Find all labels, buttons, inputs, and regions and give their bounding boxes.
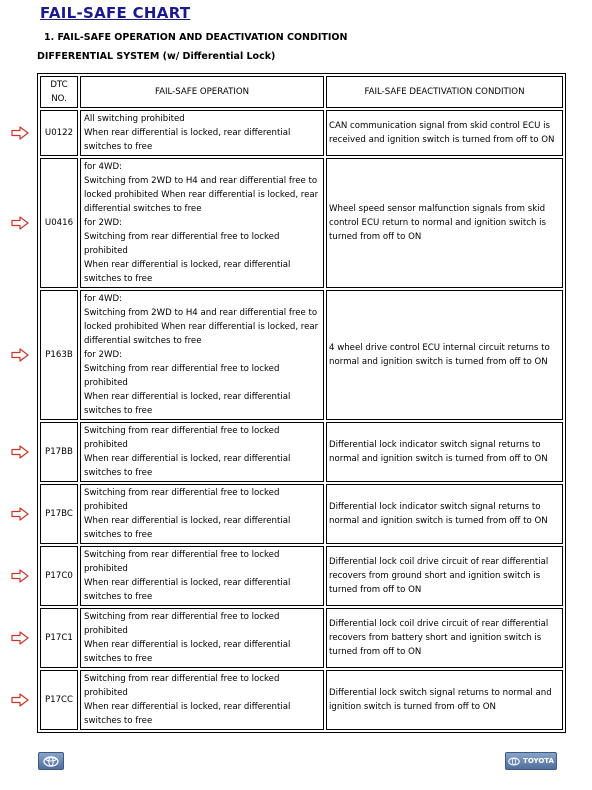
operation-cell: [80, 484, 324, 544]
operation-cell: [80, 158, 324, 288]
hollow-right-arrow-icon: [11, 445, 29, 459]
hollow-right-arrow-icon: [11, 507, 29, 521]
operation-line: Switching from 2WD to H4 and rear differential free to locked prohibited When rear differential is locked, rear differential switches to free: [84, 308, 319, 346]
operation-line: Switching from rear differential free to locked prohibited: [84, 426, 280, 450]
header-dtc-line2: NO.: [51, 94, 67, 104]
dtc-code-cell: P17BC: [40, 484, 78, 544]
dtc-code-cell: U0416: [40, 158, 78, 288]
operation-line: for 4WD:: [84, 294, 123, 304]
hollow-right-arrow-icon: [11, 631, 29, 645]
operation-line: for 2WD:: [84, 218, 123, 228]
operation-line: All switching prohibited: [84, 114, 185, 124]
operation-line: When rear differential is locked, rear differential switches to free: [84, 702, 291, 726]
operation-line: Switching from rear differential free to locked prohibited: [84, 364, 280, 388]
deactivation-cell: Differential lock coil drive circuit of rear differential recovers from ground short and ignition switch is turned from off to ON: [326, 546, 563, 606]
hollow-right-arrow-icon: [11, 348, 29, 362]
operation-cell: [80, 608, 324, 668]
operation-cell: [80, 422, 324, 482]
deactivation-cell: Differential lock indicator switch signal returns to normal and ignition switch is turned from off to ON: [326, 484, 563, 544]
operation-line: When rear differential is locked, rear differential switches to free: [84, 392, 291, 416]
toyota-brand-label: TOYOTA: [523, 757, 554, 765]
operation-line: Switching from 2WD to H4 and rear differential free to locked prohibited When rear differential is locked, rear differential switches to free: [84, 176, 319, 214]
hollow-right-arrow-icon: [11, 569, 29, 583]
table-header-row: [40, 76, 563, 108]
dtc-code-cell: P17C0: [40, 546, 78, 606]
deactivation-cell: CAN communication signal from skid control ECU is received and ignition switch is turned from off to ON: [326, 110, 563, 156]
operation-line: Switching from rear differential free to locked prohibited: [84, 550, 280, 574]
deactivation-cell: Differential lock indicator switch signal returns to normal and ignition switch is turned from off to ON: [326, 422, 563, 482]
toyota-logo-icon: [508, 757, 520, 766]
operation-cell: [80, 670, 324, 730]
operation-line: for 4WD:: [84, 162, 123, 172]
table-row: [40, 546, 563, 606]
table-row: [40, 110, 563, 156]
header-dtc-line1: DTC: [50, 80, 68, 90]
section-title: 1. FAIL-SAFE OPERATION AND DEACTIVATION CONDITION: [44, 32, 348, 43]
operation-line: When rear differential is locked, rear differential switches to free: [84, 578, 291, 602]
toyota-logo-button[interactable]: [505, 752, 557, 770]
table-row: [40, 290, 563, 420]
operation-line: Switching from rear differential free to locked prohibited: [84, 674, 280, 698]
hollow-right-arrow-icon: [11, 126, 29, 140]
operation-cell: [80, 290, 324, 420]
operation-line: When rear differential is locked, rear differential switches to free: [84, 640, 291, 664]
operation-line: Switching from rear differential free to locked prohibited: [84, 488, 280, 512]
table-row: [40, 158, 563, 288]
table-row: [40, 484, 563, 544]
dtc-code-cell: P17C1: [40, 608, 78, 668]
header-deactivation: FAIL-SAFE DEACTIVATION CONDITION: [326, 76, 563, 108]
dtc-code-cell: P17CC: [40, 670, 78, 730]
dtc-code-cell: U0122: [40, 110, 78, 156]
dtc-code-cell: P163B: [40, 290, 78, 420]
deactivation-cell: Differential lock switch signal returns to normal and ignition switch is turned from off to ON: [326, 670, 563, 730]
operation-line: for 2WD:: [84, 350, 123, 360]
header-operation: FAIL-SAFE OPERATION: [80, 76, 324, 108]
toyota-emblem-button[interactable]: [38, 752, 64, 770]
page-title: FAIL-SAFE CHART: [40, 4, 191, 22]
toyota-emblem-icon: [43, 756, 59, 767]
table-row: [40, 670, 563, 730]
operation-line: When rear differential is locked, rear differential switches to free: [84, 128, 291, 152]
hollow-right-arrow-icon: [11, 216, 29, 230]
hollow-right-arrow-icon: [11, 693, 29, 707]
subsection-title: DIFFERENTIAL SYSTEM (w/ Differential Lock): [37, 51, 276, 62]
deactivation-cell: Wheel speed sensor malfunction signals from skid control ECU return to normal and ignition switch is turned from off to ON: [326, 158, 563, 288]
table-row: [40, 608, 563, 668]
operation-line: When rear differential is locked, rear differential switches to free: [84, 516, 291, 540]
deactivation-cell: Differential lock coil drive circuit of rear differential recovers from battery short and ignition switch is turned from off to ON: [326, 608, 563, 668]
table-row: [40, 422, 563, 482]
header-dtc-no: [40, 76, 78, 108]
operation-line: Switching from rear differential free to locked prohibited: [84, 232, 280, 256]
fail-safe-table: [37, 73, 566, 733]
dtc-code-cell: P17BB: [40, 422, 78, 482]
operation-line: When rear differential is locked, rear differential switches to free: [84, 454, 291, 478]
operation-cell: [80, 546, 324, 606]
operation-cell: [80, 110, 324, 156]
deactivation-cell: 4 wheel drive control ECU internal circuit returns to normal and ignition switch is turned from off to ON: [326, 290, 563, 420]
operation-line: Switching from rear differential free to locked prohibited: [84, 612, 280, 636]
operation-line: When rear differential is locked, rear differential switches to free: [84, 260, 291, 284]
